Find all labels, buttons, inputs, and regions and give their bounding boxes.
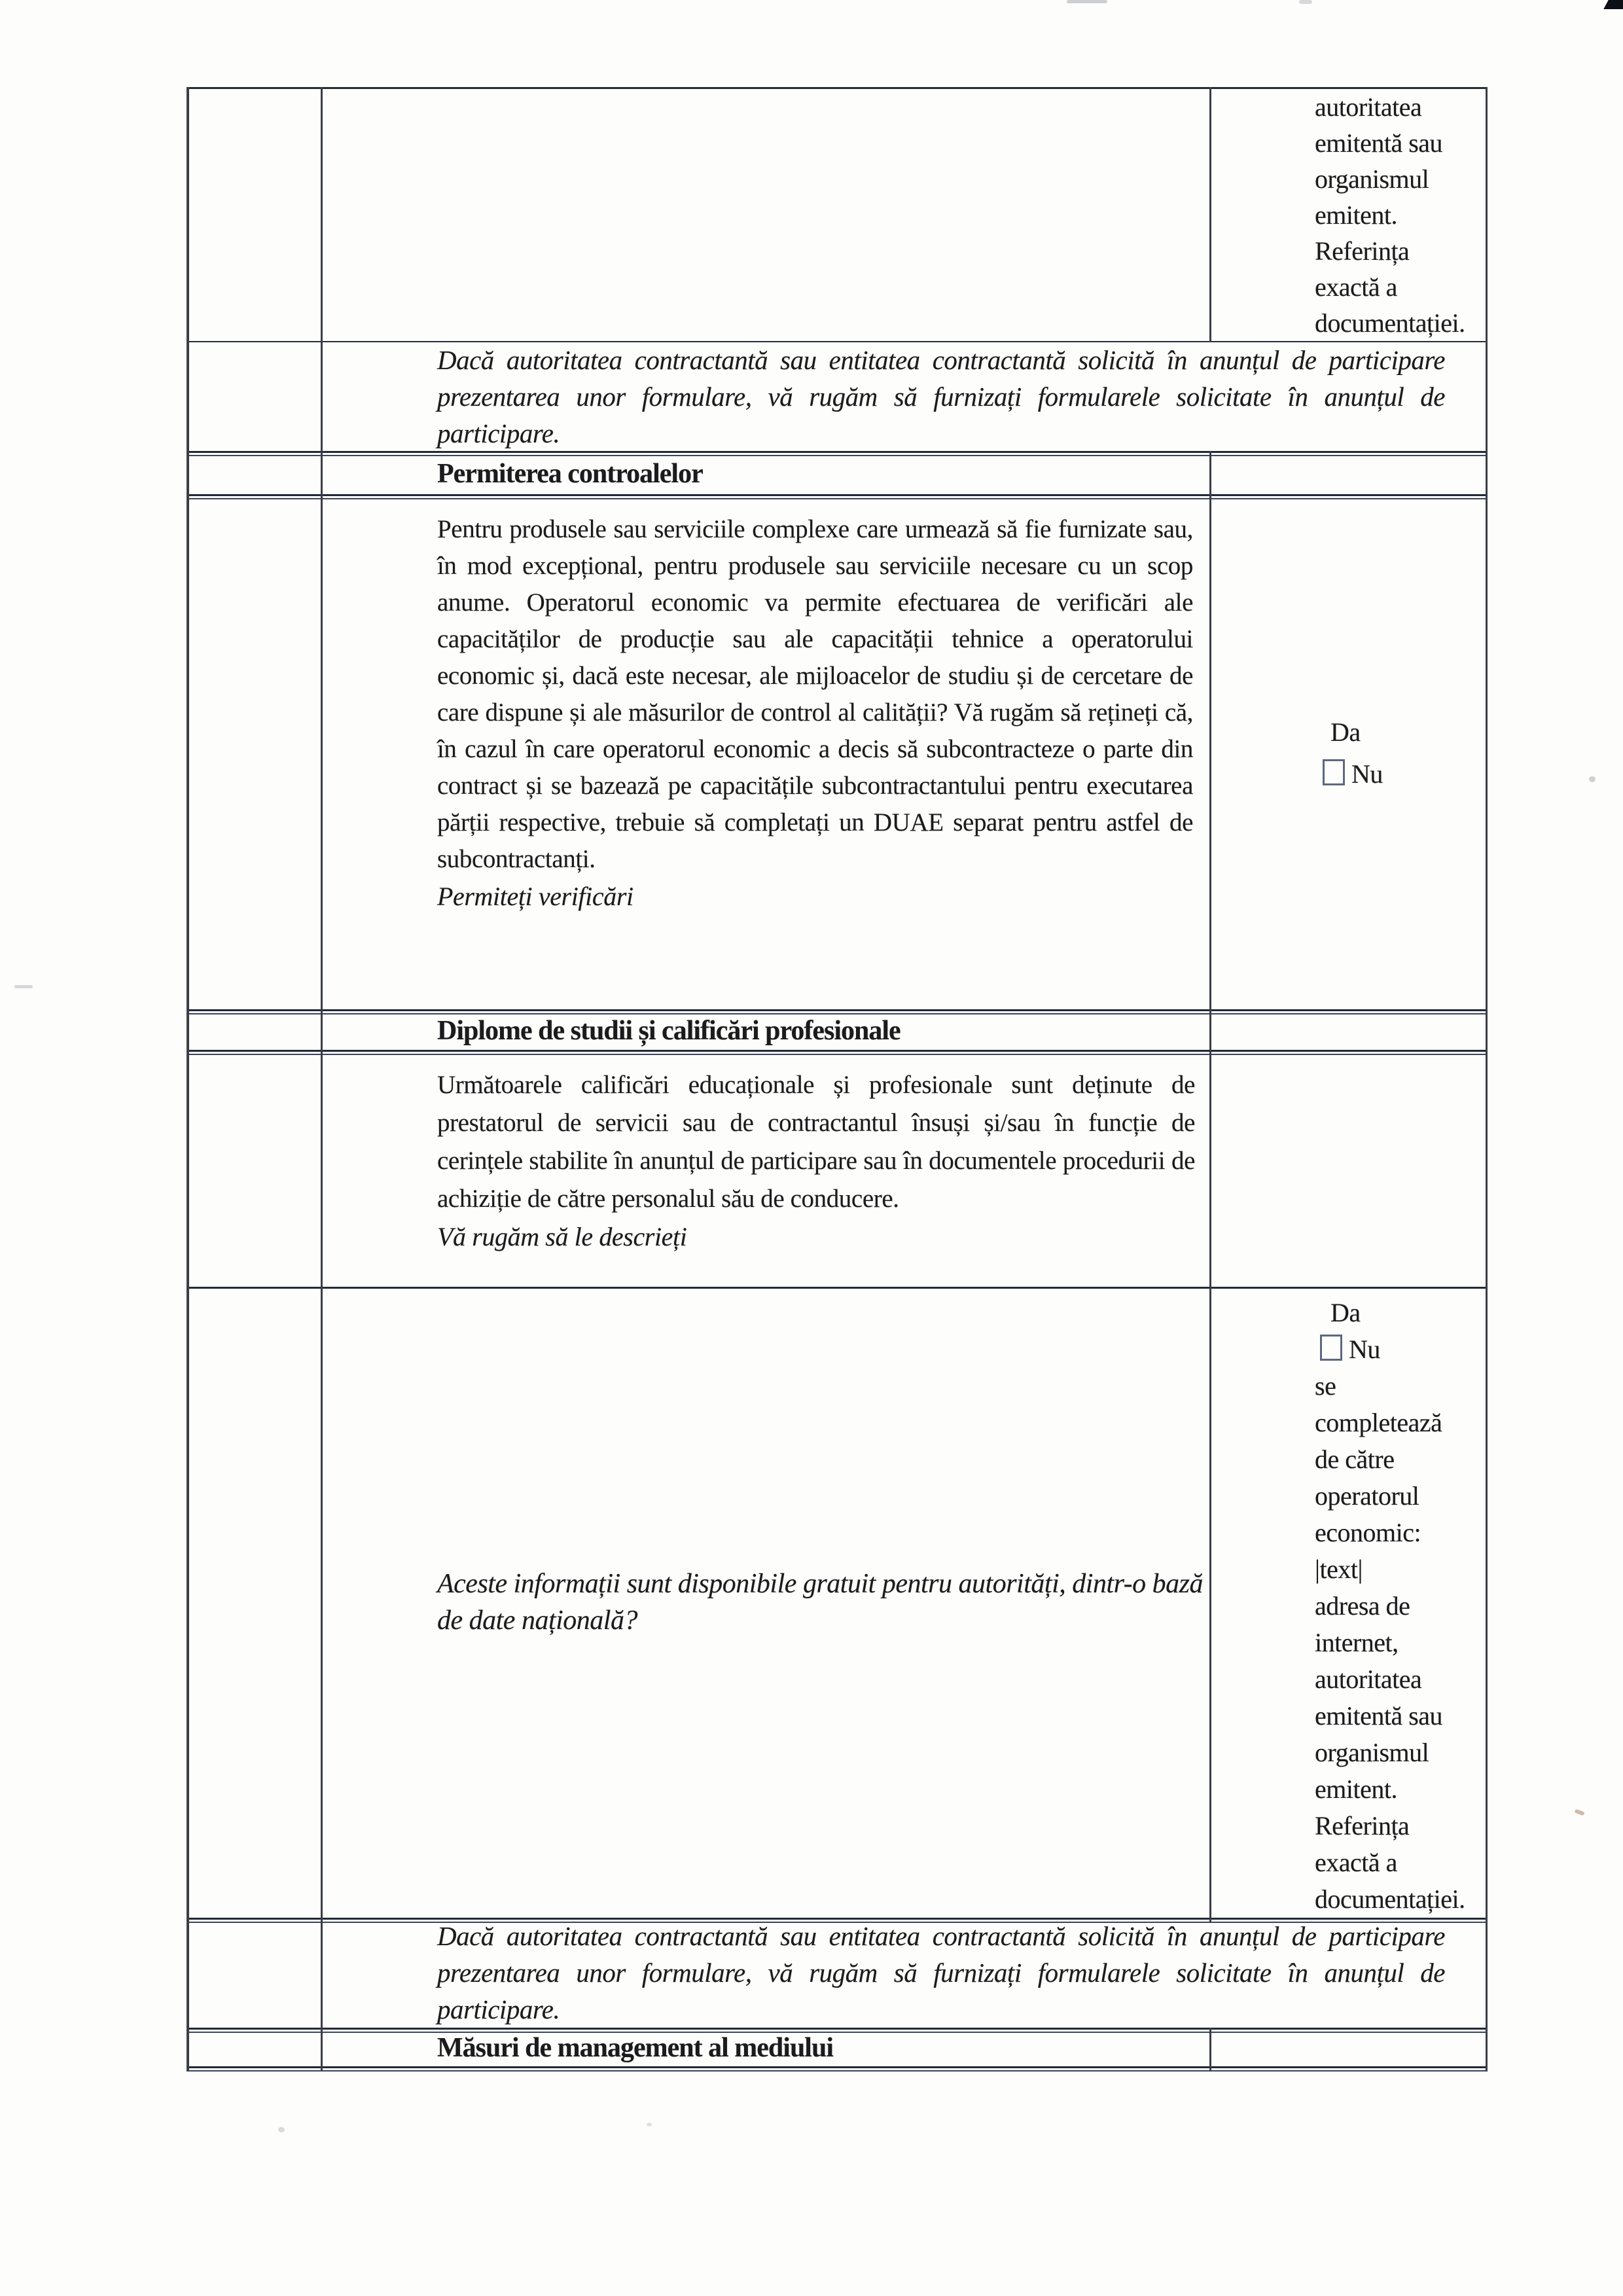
form-table xyxy=(187,87,1488,2072)
section-heading-diplome: Diplome de studii și calificări profesionale xyxy=(437,1016,901,1046)
answer-line: documentației. xyxy=(1315,308,1465,338)
scan-artifact-speck xyxy=(14,985,33,988)
scan-artifact-corner xyxy=(1603,0,1623,9)
col-divider-a xyxy=(321,87,323,2072)
question-paragraph: Următoarele calificări educaționale și profesionale sunt deținute de prestatorul de servicii sau de contractantul însuși și/sau în funcție de cerințele stabilite în anunțul de participare sau în documentele procedurii de achiziție de către personalul său de conducere. xyxy=(437,1071,1195,1213)
answer-note-line: Referința xyxy=(1315,1811,1410,1840)
scan-artifact-speck xyxy=(278,2127,285,2132)
scan-artifact-top-smudge xyxy=(1067,0,1107,3)
table-border-right xyxy=(1486,87,1488,2072)
db-availability-question: Aceste informații sunt disponibile gratuit pentru autorități, dintr-o bază de date națională? xyxy=(437,1569,1203,1636)
answer-note-line: exactă a xyxy=(1315,1848,1397,1877)
answer-line: Referința xyxy=(1315,236,1410,266)
answer-yes: Da xyxy=(1330,1298,1361,1327)
answer-line: emitentă sau xyxy=(1315,128,1443,158)
answer-note-line: emitentă sau xyxy=(1315,1701,1443,1731)
answer-note-line: organismul xyxy=(1315,1738,1429,1767)
answer-note-line: adresa de xyxy=(1315,1591,1410,1621)
verification-prompt: Permiteți verificări xyxy=(437,882,633,911)
answer-note-line: emitent. xyxy=(1315,1774,1397,1804)
answer-cell-diplome xyxy=(1211,1295,1486,1916)
table-border-left xyxy=(187,87,189,2072)
table-border-top xyxy=(187,87,1488,89)
question-cell-diplome xyxy=(437,1066,1195,1282)
answer-no xyxy=(1323,753,1486,795)
question-cell-controls xyxy=(437,511,1193,1005)
answer-yes: Da xyxy=(1330,717,1361,747)
answer-no xyxy=(1320,1331,1486,1368)
carryover-answer-cell xyxy=(1211,90,1486,340)
scan-artifact-speck xyxy=(1574,1809,1584,1816)
answer-note-line: de către xyxy=(1315,1444,1395,1474)
answer-line: autoritatea xyxy=(1315,92,1422,122)
scan-artifact-top-smudge xyxy=(1299,0,1312,4)
answer-note-line: documentației. xyxy=(1315,1884,1465,1914)
row-divider xyxy=(187,1050,1488,1055)
answer-note-line: completează xyxy=(1315,1408,1442,1437)
table-border-bottom xyxy=(187,2066,1488,2072)
form-note-2: Dacă autoritatea contractantă sau entitatea contractantă solicită în anunțul de participare prezentarea unor formulare, vă rugăm să furnizați formularele solicitate în anunțul de participare. xyxy=(437,1921,1445,2024)
answer-note-line: operatorul xyxy=(1315,1481,1419,1511)
form-note: Dacă autoritatea contractantă sau entitatea contractantă solicită în anunțul de participare prezentarea unor formulare, vă rugăm să furnizați formularele solicitate în anunțul de participare. xyxy=(437,345,1445,448)
answer-line: emitent. xyxy=(1315,200,1397,230)
scan-artifact-speck xyxy=(647,2123,652,2126)
answer-no-label: Nu xyxy=(1351,759,1383,789)
answer-no-label: Nu xyxy=(1349,1335,1380,1364)
answer-note-line: economic: xyxy=(1315,1518,1421,1547)
checkbox-icon xyxy=(1323,759,1345,785)
scan-artifact-speck xyxy=(1589,776,1596,782)
checkbox-icon xyxy=(1320,1335,1342,1361)
section-heading-permiterea-controalelor: Permiterea controalelor xyxy=(437,459,703,489)
answer-note-line: internet, xyxy=(1315,1628,1399,1657)
answer-cell-controls xyxy=(1211,497,1486,1009)
answer-note-line: se xyxy=(1315,1371,1336,1401)
section-heading-masuri: Măsuri de management al mediului xyxy=(437,2033,833,2063)
answer-line: organismul xyxy=(1315,164,1429,194)
describe-prompt: Vă rugăm să le descrieți xyxy=(437,1222,687,1251)
answer-note-line: |text| xyxy=(1315,1554,1363,1584)
answer-line: exactă a xyxy=(1315,272,1397,302)
question-paragraph: Pentru produsele sau serviciile complexe care urmează să fie furnizate sau, în mod excepțional, pentru produsele sau serviciile necesare cu un scop anume. Operatorul economic va permite efectuarea de verificări ale capacităților de producție sau ale capacității tehnice a operatorului economic și, dacă este necesar, ale mijloacelor de studiu și de cercetare de care dispune și ale măsurilor de control al calității? Vă rugăm să rețineți că, în cazul în care operatorul economic a decis să subcontracteze o parte din contract și se bazează pe capacitățile subcontractantului pentru executarea părții respective, trebuie să completați un DUAE separat pentru astfel de subcontractanți. xyxy=(437,515,1193,873)
answer-note-line: autoritatea xyxy=(1315,1664,1422,1694)
